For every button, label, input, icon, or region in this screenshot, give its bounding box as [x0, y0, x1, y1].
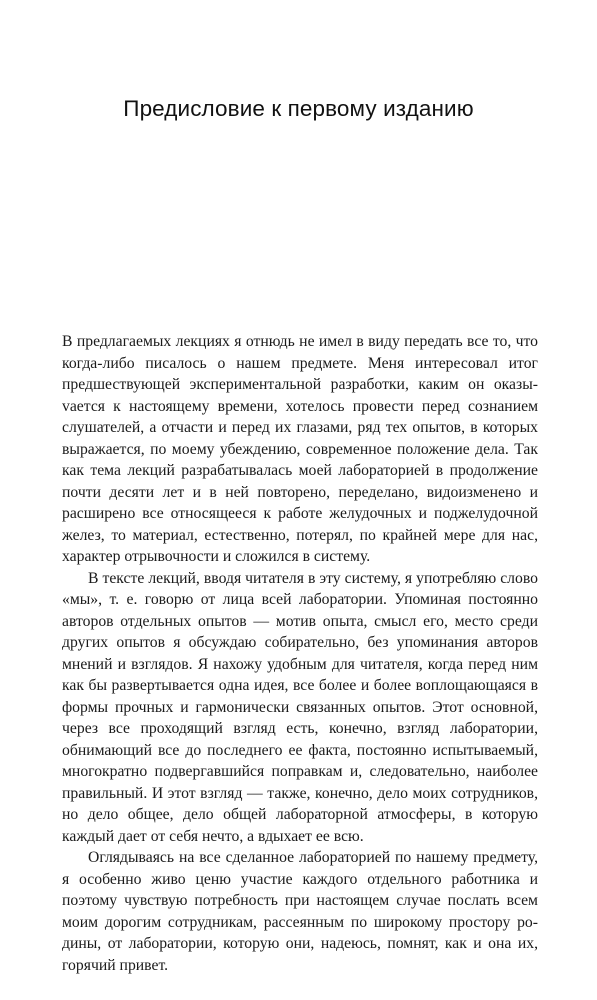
preface-body [62, 331, 538, 976]
paragraph-2: В тексте лекций, вводя читателя в эту систему, я употребляю слово «мы», т. е. говорю от лица всей лаборатории. Упоминая постоянно авторов отдельных опытов — мотив опыта, смысл его, место среди других опытов я обсуждаю собирательно, без упоминания авторов мнений и взглядов. Я нахожу удобным для читателя, когда перед ним как бы развертывается одна идея, все более и более воплощающаяся в формы прочных и гармонически связанных опытов. Этот основной, через все проходящий взгляд есть, конечно, взгляд лаборатории, обнимающий все до последнего ее факта, постоянно испытываемый, многократно подвергавшийся поправкам и, следовательно, наиболее правильный. И этот взгляд — также, конечно, дело моих сотрудников, но дело общее, дело общей лабораторной атмосферы, в которую каждый дает от себя нечто, а вдыхает ее всю. [62, 569, 538, 845]
paragraph-3: Оглядываясь на все сделанное лабораторией по нашему предмету, я особенно живо ценю участие каждого отдельного работника и поэтому чувствую потребность при настоящем случае послать всем моим дорогим сотрудникам, рассеянным по широкому простору родины, от лаборатории, которую они, надеюсь, помнят, как и она их, горячий привет. [62, 849, 538, 974]
paragraph-1: В предлагаемых лекциях я отнюдь не имел в виду передать все то, что когда-либо писалось о нашем предмете. Меня интересовал итог предшествующей экспериментальной разработки, каким он оказыvается к настоящему времени, хотелось провести перед сознанием слушателей, а отчасти и перед их глазами, ряд тех опытов, в которых выражается, по моему убеждению, современное положение дела. Так как тема лекций разрабатывалась моей лабораторией в продолжение почти десяти лет и в ней повторено, переделано, видоизменено и расширено все относящееся к работе желудочных и поджелудочной желез, то материал, естественно, потерял, по крайней мере для нас, характер отрывочности и сложился в систему. [62, 333, 538, 565]
chapter-title: Предисловие к первому изданию [123, 96, 474, 121]
